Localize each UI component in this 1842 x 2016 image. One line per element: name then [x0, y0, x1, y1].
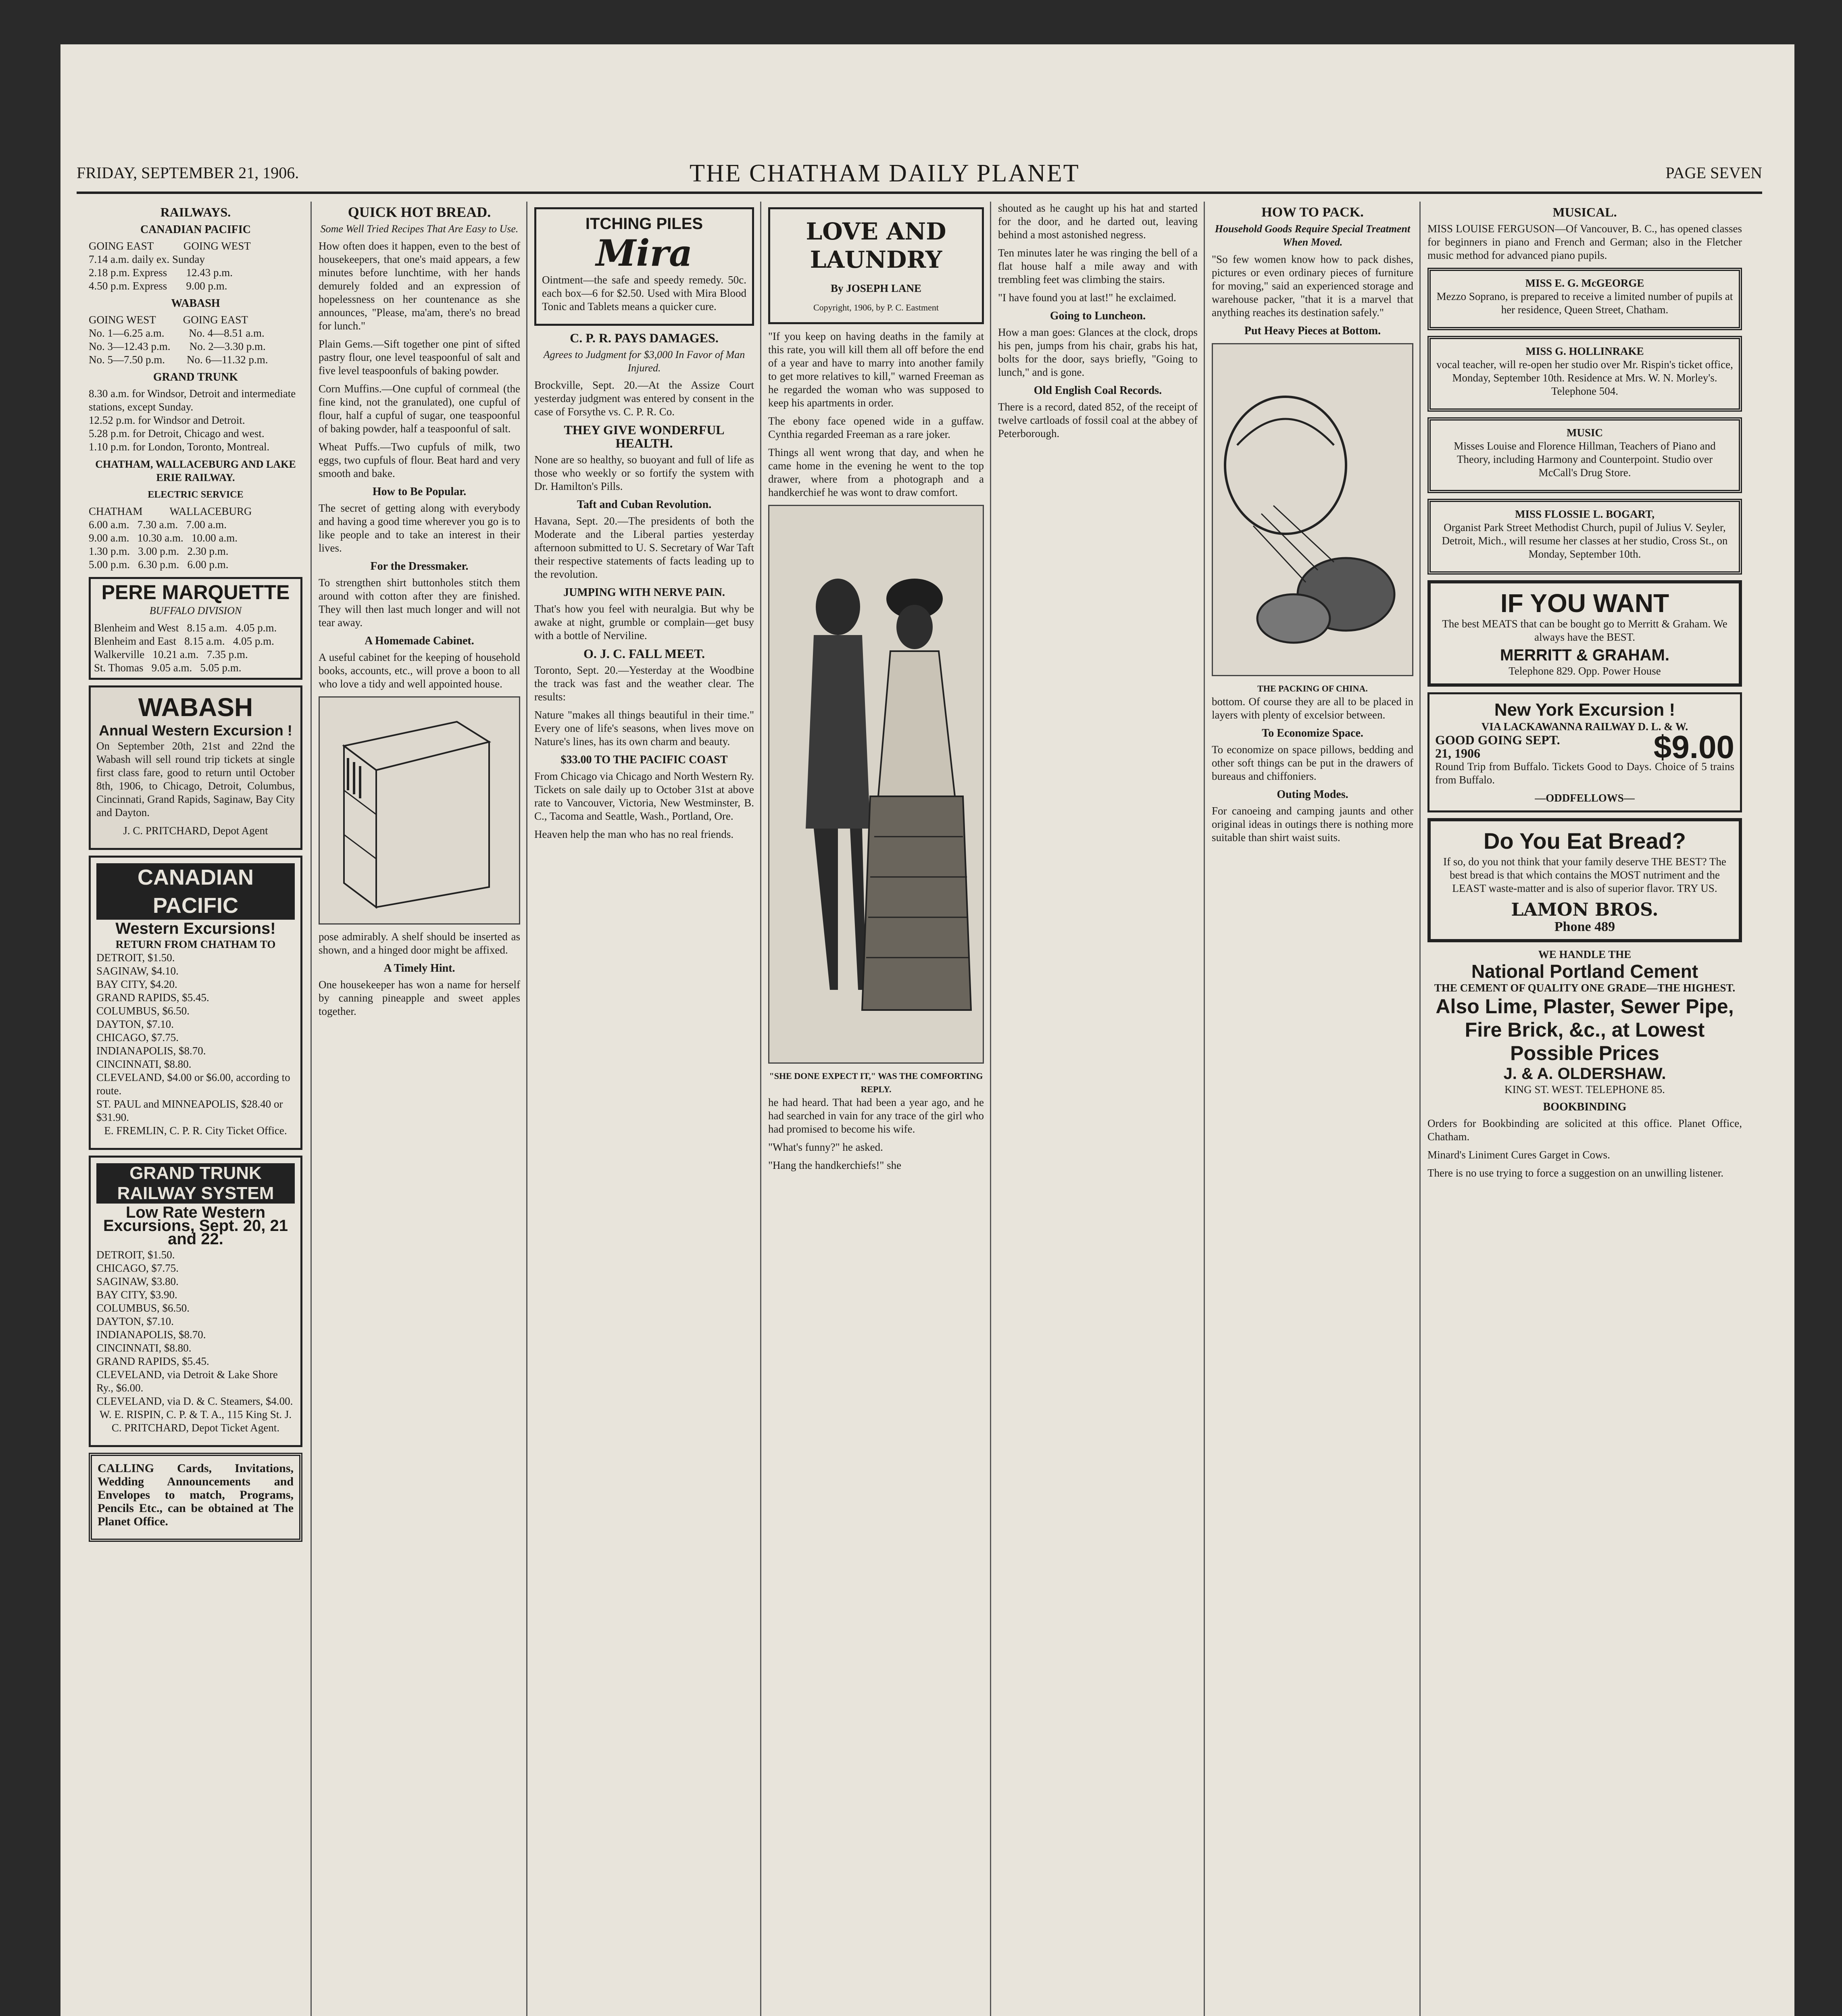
fare-item: GRAND RAPIDS, $5.45. [96, 1355, 209, 1367]
column-love-and-laundry [768, 202, 984, 2016]
ferguson-notice: MISS LOUISE FERGUSON—Of Vancouver, B. C., has opened classes for beginners in piano and French and German; also in the Fletcher music method for advanced piano pupils. [1427, 223, 1742, 261]
article-paragraph: One housekeeper has won a name for herself by canning pineapple and sweet apples together. [319, 979, 520, 1017]
column-quick-hot-bread [319, 202, 520, 2016]
article-paragraph: How often does it happen, even to the best of housekeepers, that one's maid appears, a few minutes before lunchtime, with her hands demurely folded and an expression of hopelessness on her countenance as she announces, "Please, ma'am, there's no bread for lunch." [319, 240, 520, 332]
gt-fare-list [96, 1248, 295, 1408]
story-paragraph: Ten minutes later he was ringing the bell of a flat house half a mile away and with trembling feet was climbing the stairs. [998, 247, 1198, 285]
fare-item: CLEVELAND, via Detroit & Lake Shore Ry., $6.00. [96, 1368, 278, 1394]
fare-item: BAY CITY, $3.90. [96, 1289, 177, 1301]
article-paragraph: "So few women know how to pack dishes, pictures or even ordinary pieces of furniture for moving," said an experienced storage and warehouse packer, "that it is a marvel that anything reaches its destination safely." [1212, 253, 1413, 319]
grand-trunk-timetable-heading: GRAND TRUNK [153, 371, 238, 383]
gt-ad-title: GRAND TRUNK RAILWAY SYSTEM [96, 1163, 295, 1204]
itching-piles-ad-title: ITCHING PILES [585, 215, 703, 233]
article-paragraph: Nature "makes all things beautiful in their time." Every one of life's seasons, when lives move on Nature's lines, has its own charm and beauty. [534, 709, 754, 748]
wabash-ad-agent: J. C. PRITCHARD, Depot Agent [123, 825, 268, 837]
section-heading: THEY GIVE WONDERFUL HEALTH. [564, 423, 725, 450]
merritt-graham-firm: MERRITT & GRAHAM. [1500, 646, 1669, 664]
mira-brand-logo: Mira [596, 232, 693, 275]
lamon-bros-phone: Phone 489 [1554, 919, 1615, 934]
article-paragraph: Heaven help the man who has no real friends. [534, 828, 734, 840]
newspaper-title: THE CHATHAM DAILY PLANET [690, 160, 1080, 187]
section-subheading: Agrees to Judgment for $3,000 In Favor of Man Injured. [543, 349, 745, 374]
section-heading: Outing Modes. [1277, 788, 1348, 801]
section-heading: $33.00 TO THE PACIFIC COAST [561, 754, 728, 766]
ny-excursion-title: New York Excursion ! [1494, 700, 1675, 720]
fare-item: SAGINAW, $4.10. [96, 965, 179, 977]
fare-item: SAGINAW, $3.80. [96, 1275, 179, 1287]
masthead [77, 159, 1762, 194]
cement-title: National Portland Cement [1471, 961, 1698, 982]
hollinrake-name: MISS G. HOLLINRAKE [1525, 345, 1644, 357]
article-paragraph: For canoeing and camping jaunts and other original ideas in outings there is nothing more suitable than shirt waist suits. [1212, 805, 1413, 843]
fare-item: BAY CITY, $4.20. [96, 978, 177, 990]
article-title: HOW TO PACK. [1261, 205, 1364, 220]
oldershaw-firm: J. & A. OLDERSHAW. [1503, 1065, 1666, 1083]
story-byline: By JOSEPH LANE [830, 282, 922, 294]
article-paragraph: How a man goes: Glances at the clock, drops his pen, jumps from his chair, grabs his hat, bolts for the door, says briefly, "Going to lunch," and is gone. [998, 326, 1198, 378]
electric-service-heading: ELECTRIC SERVICE [148, 489, 244, 500]
column-rule [1419, 202, 1421, 2016]
hollinrake-text: vocal teacher, will re-open her studio over Mr. Rispin's ticket office, Monday, September 10th. Residence at Mrs. W. N. Morley's. Telephone 504. [1436, 358, 1733, 397]
ny-price: $9.00 [1653, 729, 1734, 765]
article-paragraph: Corn Muffins.—One cupful of cornmeal (the fine kind, not the granulated), one cupful of flour, half a cupful of sugar, one teaspoonful of baking powder, half a teaspoonful of salt. [319, 383, 520, 435]
mcgeorge-text: Mezzo Soprano, is prepared to receive a limited number of pupils at her residence, Queen Street, Chatham. [1436, 290, 1733, 316]
illustration-caption: "SHE DONE EXPECT IT," WAS THE COMFORTING REPLY. [769, 1071, 983, 1094]
article-title: QUICK HOT BREAD. [348, 204, 491, 220]
section-heading: JUMPING WITH NERVE PAIN. [563, 586, 725, 599]
cp-ad-subtitle: Western Excursions! [115, 920, 276, 937]
story-copyright: Copyright, 1906, by P. C. Eastment [813, 302, 939, 312]
section-heading: A Homemade Cabinet. [365, 635, 474, 647]
article-paragraph: To strengthen shirt buttonholes stitch them around with cotton after they are finished. They will then last much longer and will not tear away. [319, 577, 520, 629]
article-paragraph: Havana, Sept. 20.—The presidents of both the Moderate and the Liberal parties yesterday afternoon submitted to U. S. Secretary of War Taft their respective statements of facts leading up to the revolution. [534, 515, 754, 580]
story-paragraph: "What's funny?" he asked. [768, 1141, 883, 1153]
story-illustration [768, 505, 984, 1064]
fare-item: COLUMBUS, $6.50. [96, 1302, 190, 1314]
fare-item: CINCINNATI, $8.80. [96, 1058, 192, 1070]
closing-note: There is no use trying to force a suggestion on an unwilling listener. [1427, 1167, 1724, 1179]
section-heading: A Timely Hint. [383, 962, 455, 975]
minard-notice: Minard's Liniment Cures Garget in Cows. [1427, 1149, 1610, 1161]
story-paragraph: he had heard. That had been a year ago, and he had searched in vain for any trace of the girl who had promised to become his wife. [768, 1096, 984, 1135]
fare-item: CINCINNATI, $8.80. [96, 1342, 192, 1354]
ny-text: Round Trip from Buffalo. Tickets Good to Days. Choice of 5 trains from Buffalo. [1435, 760, 1734, 786]
article-paragraph: Toronto, Sept. 20.—Yesterday at the Woodbine the track was fast and the weather clear. The results: [534, 664, 754, 703]
railways-heading: RAILWAYS. [160, 205, 231, 219]
story-paragraph: "Hang the handkerchiefs!" she [768, 1159, 902, 1171]
ny-date: GOOD GOING SEPT. 21, 1906 [1435, 733, 1560, 760]
article-paragraph: There is a record, dated 852, of the receipt of twelve cartloads of fossil coal at the abbey of Peterborough. [998, 401, 1198, 439]
article-subtitle: Household Goods Require Special Treatment When Moved. [1215, 223, 1411, 248]
column-rule [526, 202, 527, 2016]
cp-return-label: RETURN FROM CHATHAM TO [115, 938, 276, 950]
column-story-continued [998, 202, 1198, 2016]
page-number: PAGE SEVEN [1665, 164, 1762, 182]
bogart-text: Organist Park Street Methodist Church, pupil of Julius V. Seyler, Detroit, Mich., will resume her classes at her studio, Cross St., on Monday, September 10th. [1442, 521, 1728, 560]
section-heading: For the Dressmaker. [370, 560, 469, 573]
cement-subtitle: THE CEMENT OF QUALITY ONE GRADE—THE HIGHEST. [1434, 982, 1736, 994]
article-paragraph: From Chicago via Chicago and North Western Ry. Tickets on sale daily up to October 31st at above rate to Vancouver, Victoria, New Westminster, B. C., Tacoma and Seattle, Wash., Portland, Ore. [534, 770, 754, 822]
cp-ad-title: CANADIAN PACIFIC [96, 863, 295, 920]
fare-item: DAYTON, $7.10. [96, 1315, 174, 1327]
article-paragraph: Wheat Puffs.—Two cupfuls of milk, two eggs, two cupfuls of flour. Beat hard and very smooth and bake. [319, 441, 520, 479]
gt-ad-subtitle: Low Rate Western Excursions, Sept. 20, 21 and 22. [103, 1204, 288, 1248]
section-heading: O. J. C. FALL MEET. [583, 646, 705, 661]
pere-marquette-logo: PERE MARQUETTE [101, 581, 290, 604]
column-rule [760, 202, 761, 2016]
mcgeorge-name: MISS E. G. McGEORGE [1525, 277, 1644, 289]
column-rule [990, 202, 991, 2016]
article-paragraph: That's how you feel with neuralgia. But why be awake at night, grumble or complain—get busy with a bottle of Nerviline. [534, 603, 754, 641]
gt-agent: W. E. RISPIN, C. P. & T. A., 115 King St. J. C. PRITCHARD, Depot Ticket Agent. [99, 1408, 292, 1434]
column-railways: RAILWAYS. CANADIAN PACIFIC GOING EAST GOING WEST 7.14 a.m. daily ex. Sunday 2.18 p.m. Express 12.43 p.m. 4.50 p.m. Express 9.00 p.m. WABASH GOING WEST GOING EAST No. 1—6.25 a.m. No. 4—8.51 a.m. No. 3—12.43 p.m. No. 2—3.30 p.m. No. 5—7.50 p.m. No. 6—11.32 p.m. GRAND TRUNK 8.30 a.m. for Windsor, Detroit and intermediate stations, except Sunday. 12.52 p.m. for Windsor and Detroit. 5.28 p.m. for Detroit, Chicago and west. 1.10 p.m. for London, Toronto, Montreal. CHATHAM, WALLACEBURG AND LAKE ERIE RAILWAY. ELECTRIC SERVICE CHATHAM WALLACEBURG 6.00 a.m. 7.30 a.m. 7.00 a.m. 9.00 a.m. 10.30 a.m. 10.00 a.m. 1.30 p.m. 3.00 p.m. 2.30 p.m. 5.00 p.m. 6.30 p.m. 6.00 p.m. PERE MARQUETTE BUFFALO DIVISION Blenheim and West 8.15 a.m. 4.05 p.m. Blenheim and East 8.15 a.m. 4.05 p.m. Walkerville 10.21 a.m. 7.35 p.m. St. Thomas 9.05 a.m. 5.05 p.m. WABASH Annual Western Excursion ! On September 20th, 21st and 22nd the Wabash will sell round trip tickets at single first class fare, good to return until October 8th, 1906, to Chicago, Detroit, Columbus, Cincinnati, Grand Rapids, Saginaw, Bay City and Dayton. J. C. PRITCHARD, Depot Agent CANADIAN PACIFIC Western Excursions! RETURN FROM CHATHAM TO DETROIT, $1.50. SAGINAW, $4.10. BAY CITY, $4.20. GRAND RAPIDS, $5.45. COLUMBUS, $6.50. DAYTON, $7.10. CHICAGO, $7.75. INDIANAPOLIS, $8.70. CINCINNATI, $8.80. CLEVELAND, $4.00 or $6.00, according to route. ST. PAUL and MINNEAPOLIS, $28.40 or $31.90. E. FREMLIN, C. P. R. City Ticket Office. GRAND TRUNK RAILWAY SYSTEM Low Rate Western Excursions, Sept. 20, 21 and 22. DETROIT, $1.50. CHICAGO, $7.75. SAGINAW, $3.80. BAY CITY, $3.90. COLUMBUS, $6.50. DAYTON, $7.10. INDIANAPOLIS, $8.70. CINCINNATI, $8.80. GRAND RAPIDS, $5.45. CLEVELAND, via Detroit & Lake Shore Ry., $6.00. CLEVELAND, via D. & C. Steamers, $4.00. W. E. RISPIN, C. P. & T. A., 115 King St. J. C. PRITCHARD, Depot Ticket Agent. CALLING Cards, Invitations, Wedding Announcements and Envelopes to match, Programs, Pencils Etc., can be obtained at The Planet Office. [89, 202, 302, 2016]
fare-item: DAYTON, $7.10. [96, 1018, 174, 1030]
issue-date: FRIDAY, SEPTEMBER 21, 1906. [77, 164, 299, 182]
wabash-ad-subtitle: Annual Western Excursion ! [99, 722, 292, 739]
column-how-to-pack [1212, 202, 1413, 2016]
section-heading: Put Heavy Pieces at Bottom. [1244, 325, 1381, 337]
section-heading: C. P. R. PAYS DAMAGES. [570, 331, 719, 345]
article-paragraph: The secret of getting along with everybody and having a good time wherever you go is to like people and to take an interest in their lives. [319, 502, 520, 554]
fare-item: GRAND RAPIDS, $5.45. [96, 991, 209, 1004]
calling-cards-ad: CALLING Cards, Invitations, Wedding Announcements and Envelopes to match, Programs, Pencils Etc., can be obtained at The Planet Office. [98, 1462, 294, 1528]
cp-agent: E. FREMLIN, C. P. R. City Ticket Office. [104, 1125, 287, 1137]
section-heading: How to Be Popular. [372, 485, 467, 498]
oldershaw-address: KING ST. WEST. TELEPHONE 85. [1504, 1083, 1665, 1095]
section-heading: To Economize Space. [1262, 727, 1363, 739]
fare-item: CLEVELAND, via D. & C. Steamers, $4.00. [96, 1395, 293, 1407]
section-heading: Taft and Cuban Revolution. [577, 498, 712, 511]
story-paragraph: "If you keep on having deaths in the family at this rate, you will kill them all off before the end of a year and have to marry into another family to get more relatives to kill," warned Freeman as he regarded the woman who was supposed to keep his apartments in order. [768, 330, 984, 409]
section-heading: Old English Coal Records. [1034, 384, 1162, 397]
cement-handle: WE HANDLE THE [1538, 948, 1632, 960]
cement-also: Also Lime, Plaster, Sewer Pipe, Fire Brick, &c., at Lowest Possible Prices [1436, 995, 1734, 1064]
column-rule [1204, 202, 1205, 2016]
bogart-name: MISS FLOSSIE L. BOGART, [1515, 508, 1654, 520]
article-paragraph: Plain Gems.—Sift together one pint of sifted pastry flour, one level teaspoonful of salt and five level teaspoonfuls of baking powder. [319, 338, 520, 377]
column-ads [1427, 202, 1742, 2016]
fare-item: CHICAGO, $7.75. [96, 1031, 179, 1043]
story-paragraph: shouted as he caught up his hat and started for the door, and he darted out, leaving behind a most astonished negress. [998, 202, 1198, 241]
article-paragraph: None are so healthy, so buoyant and full of life as those who weekly or so fortify the system with Dr. Hamilton's Pills. [534, 454, 754, 492]
article-subtitle: Some Well Tried Recipes That Are Easy to Use. [320, 223, 519, 235]
oddfellows-heading: —ODDFELLOWS— [1535, 792, 1635, 804]
bookbinding-heading: BOOKBINDING [1543, 1101, 1627, 1113]
article-paragraph: Brockville, Sept. 20.—At the Assize Court yesterday judgment was entered by consent in the case of Forsythe vs. C. P. R. Co. [534, 379, 754, 418]
fare-item: CHICAGO, $7.75. [96, 1262, 179, 1274]
article-paragraph: A useful cabinet for the keeping of household books, accounts, etc., will prove a boon to all who love a tidy and well appointed house. [319, 651, 520, 690]
wabash-timetable-heading: WABASH [171, 297, 220, 310]
musical-heading: MUSICAL. [1552, 205, 1617, 219]
lamon-bros-firm: LAMON BROS. [1511, 900, 1659, 920]
if-you-want-title: IF YOU WANT [1500, 589, 1669, 618]
story-paragraph: "I have found you at last!" he exclaimed. [998, 292, 1176, 304]
article-paragraph: To economize on space pillows, bedding and other soft things can be put in the drawers of bureaus and chiffoniers. [1212, 744, 1413, 782]
article-paragraph: bottom. Of course they are all to be placed in layers with plenty of excelsior between. [1212, 696, 1413, 721]
story-paragraph: The ebony face opened wide in a guffaw. Cynthia regarded Freeman as a rare joker. [768, 415, 984, 440]
article-paragraph: pose admirably. A shelf should be inserted as shown, and a hinged door might be affixed. [319, 931, 520, 956]
fare-item: CLEVELAND, $4.00 or $6.00, according to route. [96, 1071, 290, 1097]
column-rule [310, 202, 312, 2016]
fare-item: ST. PAUL and MINNEAPOLIS, $28.40 or $31.90. [96, 1098, 283, 1123]
fare-item: DETROIT, $1.50. [96, 952, 175, 964]
section-heading: Going to Luncheon. [1050, 310, 1146, 322]
illustration-caption: THE PACKING OF CHINA. [1257, 683, 1368, 694]
meats-text: The best MEATS that can be bought go to Merritt & Graham. We always have the BEST. [1442, 618, 1727, 643]
bookbinding-text: Orders for Bookbinding are solicited at this office. Planet Office, Chatham. [1427, 1117, 1742, 1143]
fare-item: COLUMBUS, $6.50. [96, 1005, 190, 1017]
fare-item: DETROIT, $1.50. [96, 1249, 175, 1261]
music-heading: MUSIC [1566, 427, 1603, 439]
bread-ad-text: If so, do you not think that your family deserve THE BEST? The best bread is that which contains the MOST nutriment and the LEAST waste-matter and is also of superior flavor. TRY US. [1443, 856, 1726, 894]
buffalo-division: BUFFALO DIVISION [149, 605, 242, 616]
china-packing-illustration [1212, 343, 1413, 676]
fare-item: INDIANAPOLIS, $8.70. [96, 1329, 206, 1341]
story-title: LOVE AND LAUNDRY [806, 218, 946, 273]
column-news [534, 202, 754, 2016]
cabinet-illustration [319, 696, 520, 925]
hillman-text: Misses Louise and Florence Hillman, Teachers of Piano and Theory, including Harmony and Counterpoint. Studio over McCall's Drug Store. [1454, 440, 1716, 479]
bread-ad-title: Do You Eat Bread? [1483, 828, 1686, 854]
cp-fare-list [96, 951, 295, 1124]
cpr-timetable-heading: CANADIAN PACIFIC [140, 223, 251, 236]
ny-via: VIA LACKAWANNA RAILWAY D. L. & W. [1481, 721, 1688, 733]
fare-item: INDIANAPOLIS, $8.70. [96, 1045, 206, 1057]
story-paragraph: Things all went wrong that day, and when he came home in the evening he went to the top drawer, where from a photograph and a handkerchief he was wont to draw comfort. [768, 446, 984, 498]
cwle-heading: CHATHAM, WALLACEBURG AND LAKE ERIE RAILWAY. [95, 458, 296, 483]
wabash-ad-text: On September 20th, 21st and 22nd the Wabash will sell round trip tickets at single first class fare, good to return until October 8th, 1906, to Chicago, Detroit, Columbus, Cincinnati, Grand Rapids, Saginaw, Bay City and Dayton. [96, 740, 295, 818]
mira-ad-text: Ointment—the safe and speedy remedy. 50c. each box—6 for $2.50. Used with Mira Blood Tonic and Tablets means a quicker cure. [542, 274, 746, 312]
wabash-ad-title: WABASH [138, 693, 253, 722]
merritt-graham-telephone: Telephone 829. Opp. Power House [1509, 665, 1661, 677]
